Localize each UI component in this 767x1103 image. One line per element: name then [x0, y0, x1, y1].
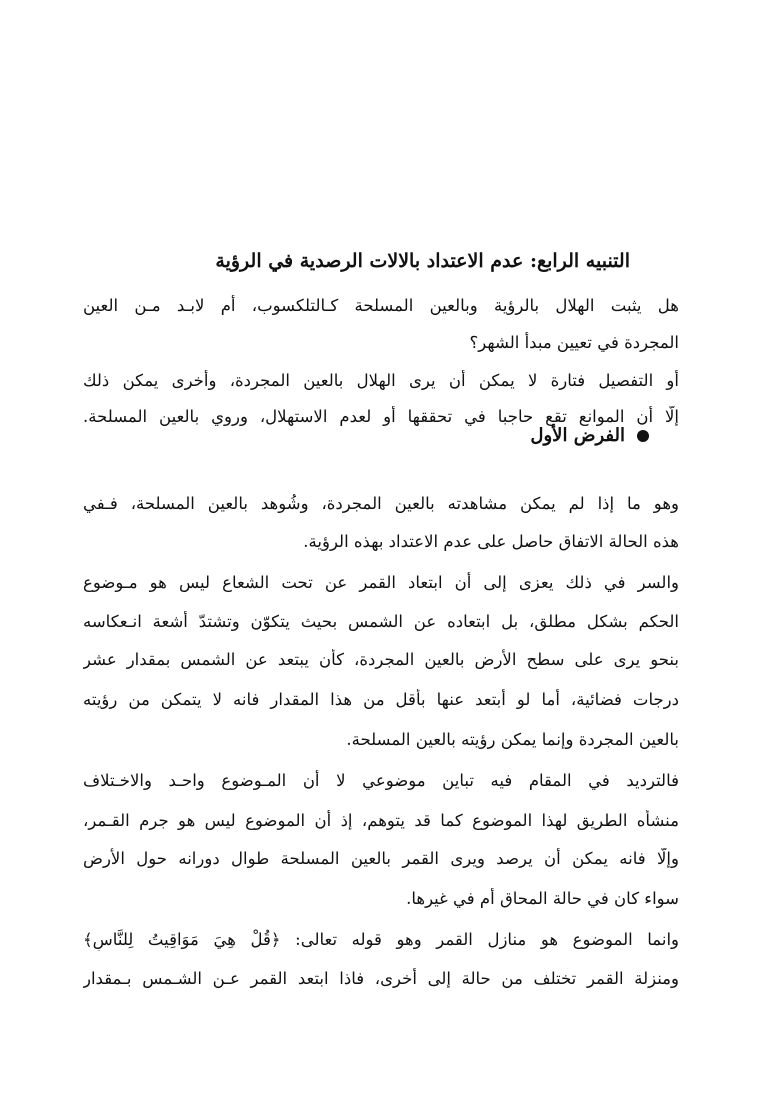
paragraph-line: هذه الحالة الاتفاق حاصل على عدم الاعتداد بهذه الرؤية.	[303, 532, 679, 551]
paragraph-line: درجات فضائية، أما لو أبتعد عنها بأقل من هذا المقدار فانه لا يتمكن من رؤيته	[83, 690, 679, 709]
paragraph-line: وانما الموضوع هو منازل القمر وهو قوله تعالى: ﴿قُلْ هِيَ مَوَاقِيتُ لِلنَّاسِ﴾	[83, 930, 679, 949]
paragraph-line: هل يثبت الهلال بالرؤية وبالعين المسلحة كـالتلكسوب، أم لابـد مـن العين	[83, 296, 679, 315]
paragraph-line: منشأه الطريق لهذا الموضوع كما قد يتوهم، إذ أن الموضوع ليس هو جرم القـمر،	[83, 811, 679, 830]
paragraph-line: بنحو يرى على سطح الأرض بالعين المجردة، كأن يبتعد عن الشمس بمقدار عشر	[83, 650, 679, 669]
paragraph-line: فالترديد في المقام فيه تباين موضوعي لا أن المـوضوع واحـد والاخـتلاف	[83, 771, 679, 790]
bullet-icon	[637, 430, 649, 442]
paragraph-line: المجردة في تعيين مبدأ الشهر؟	[469, 333, 679, 352]
paragraph-line: والسر في ذلك يعزى إلى أن ابتعاد القمر عن تحت الشعاع ليس هو مـوضوع	[83, 573, 679, 592]
paragraph-line: ومنزلة القمر تختلف من حالة إلى أخرى، فاذا ابتعد القمر عـن الشـمس بـمقدار	[83, 969, 679, 988]
paragraph-line: إلّا أن الموانع تقع حاجبا في تحققها أو لعدم الاستهلال، وروي بالعين المسلحة.	[83, 407, 679, 426]
paragraph-line: الحكم بشكل مطلق، بل ابتعاده عن الشمس بحيث يتكوّن وتشتدّ أشعة انـعكاسه	[83, 612, 679, 631]
page-heading: التنبيه الرابع: عدم الاعتداد بالالات الرصدية في الرؤية	[215, 250, 630, 272]
paragraph-line: وهو ما إذا لم يمكن مشاهدته بالعين المجردة، وشُوهد بالعين المسلحة، فـفي	[83, 494, 679, 513]
section-title	[530, 425, 649, 446]
paragraph-line: أو التفصيل فتارة لا يمكن أن يرى الهلال بالعين المجردة، وأخرى يمكن ذلك	[83, 371, 679, 390]
paragraph-line: سواء كان في حالة المحاق أم في غيرها.	[406, 889, 679, 908]
paragraph-line: وإلّا فانه يمكن أن يرصد ويرى القمر بالعين المسلحة طوال دورانه حول الأرض	[83, 849, 679, 868]
paragraph-line: بالعين المجردة وإنما يمكن رؤيته بالعين المسلحة.	[346, 730, 679, 749]
section-title-text: الفرض الأول	[530, 425, 625, 446]
